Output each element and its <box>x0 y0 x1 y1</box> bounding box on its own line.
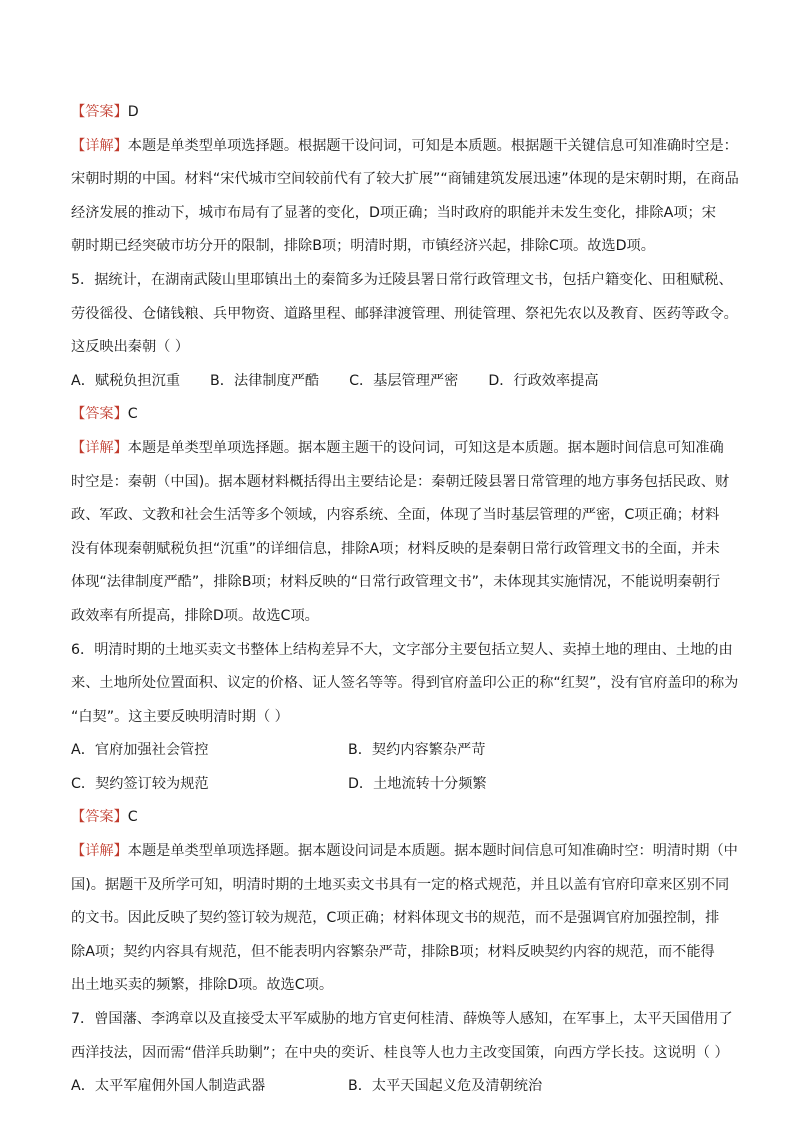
option-b: B．太平天国起义危及清朝统治 <box>348 1078 543 1095</box>
options-row <box>71 768 733 802</box>
options-row <box>71 365 733 399</box>
detail-line: 国)。据题干及所学可知，明清时期的土地买卖文书具有一定的格式规范，并且以盖有官府印章来区别不同 <box>71 876 730 893</box>
option-b: B．契约内容繁杂严苛 <box>348 742 486 759</box>
question-stem: 6．明清时期的土地买卖文书整体上结构差异不大，文字部分主要包括立契人、卖掉土地的理由、土地的由 <box>71 641 733 658</box>
detail-line: 时空是：秦朝（中国)。据本题材料概括得出主要结论是：秦朝迁陵县署日常管理的地方事务包括民政、财 <box>71 473 730 490</box>
detail-tag: 【详解】 <box>71 843 128 860</box>
option-a: A．太平军雇佣外国人制造武器 <box>71 1078 266 1095</box>
detail-line: 【详解】本题是单类型单项选择题。据本题主题干的设问词，可知这是本质题。据本题时间信息可知准确 <box>71 439 724 456</box>
detail-line: 经济发展的推动下，城市布局有了显著的变化，D项正确；当时政府的职能并未发生变化，排除A项；宋 <box>71 204 716 221</box>
detail-line: 的文书。因此反映了契约签订较为规范，C项正确；材料体现文书的规范，而不是强调官府加强控制，排 <box>71 910 720 927</box>
detail-line: 政、军政、文教和社会生活等多个领域，内容系统、全面，体现了当时基层管理的严密，C项正确；材料 <box>71 507 720 524</box>
detail-line: 体现“法律制度严酷”，排除B项；材料反映的“日常行政管理文书”，未体现其实施情况，不能说明秦朝行 <box>71 574 721 591</box>
answer-tag: 【答案】 <box>71 809 128 826</box>
answer-tag: 【答案】 <box>71 104 128 120</box>
answer-line-q4 <box>71 96 733 130</box>
question-stem: 西洋技法，因而需“借洋兵助剿”；在中央的奕䜣、桂良等人也力主改变国策，向西方学长技。这说明（ ） <box>71 1044 729 1061</box>
answer-value: C <box>127 406 138 423</box>
question-stem: 来、土地所处位置面积、议定的价格、证人签名等等。得到官府盖印公正的称“红契”，没有官府盖印的称为 <box>71 675 739 692</box>
option-c: C．基层管理严密 <box>349 372 459 389</box>
detail-tag: 【详解】 <box>71 439 128 456</box>
answer-value: C <box>127 809 138 826</box>
detail-line: 【详解】本题是单类型单项选择题。据本题设问词是本质题。据本题时间信息可知准确时空：明清时期（中 <box>71 843 738 860</box>
detail-line: 没有体现秦朝赋税负担“沉重”的详细信息，排除A项；材料反映的是秦朝日常行政管理文书的全面，并未 <box>71 540 720 557</box>
detail-tag: 【详解】 <box>71 137 128 154</box>
options-row <box>71 734 733 768</box>
option-a: A．赋税负担沉重 <box>71 372 181 389</box>
page-content <box>71 96 739 1104</box>
answer-value: D <box>127 104 139 120</box>
detail-line: 宋朝时期的中国。材料“宋代城市空间较前代有了较大扩展”“商铺建筑发展迅速”体现的是宋朝时期，在商品 <box>71 171 739 188</box>
detail-line: 政效率有所提高，排除D项。故选C项。 <box>71 607 319 624</box>
question-stem: “白契”。这主要反映明清时期（ ） <box>71 708 289 725</box>
options-row <box>71 1070 733 1104</box>
option-a: A．官府加强社会管控 <box>71 742 209 759</box>
answer-tag: 【答案】 <box>71 406 128 423</box>
detail-line: 除A项；契约内容具有规范，但不能表明内容繁杂严苛，排除B项；材料反映契约内容的规范，而不能得 <box>71 943 715 960</box>
option-c: C．契约签订较为规范 <box>71 775 209 792</box>
question-stem: 劳役徭役、仓储钱粮、兵甲物资、道路里程、邮驿津渡管理、刑徒管理、祭祀先农以及教育、医药等政令。 <box>71 305 738 322</box>
answer-line-q5 <box>71 398 733 432</box>
answer-line-q6 <box>71 801 733 835</box>
detail-line: 朝时期已经突破市坊分开的限制，排除B项；明清时期，市镇经济兴起，排除C项。故选D项。 <box>71 238 655 255</box>
question-stem: 5．据统计，在湖南武陵山里耶镇出土的秦简多为迁陵县署日常行政管理文书，包括户籍变化、田租赋税、 <box>71 271 733 288</box>
option-d: D．行政效率提高 <box>488 372 599 389</box>
detail-line: 出土地买卖的频繁，排除D项。故选C项。 <box>71 977 334 994</box>
question-stem: 这反映出秦朝（ ） <box>71 339 190 356</box>
option-d: D．土地流转十分频繁 <box>348 775 487 792</box>
question-stem: 7．曾国藩、李鸿章以及直接受太平军威胁的地方官吏何桂清、薛焕等人感知，在军事上，太平天国借用了 <box>71 1011 733 1028</box>
detail-line: 【详解】本题是单类型单项选择题。根据题干设问词，可知是本质题。根据题干关键信息可知准确时空是： <box>71 137 738 154</box>
option-b: B．法律制度严酷 <box>210 372 320 389</box>
